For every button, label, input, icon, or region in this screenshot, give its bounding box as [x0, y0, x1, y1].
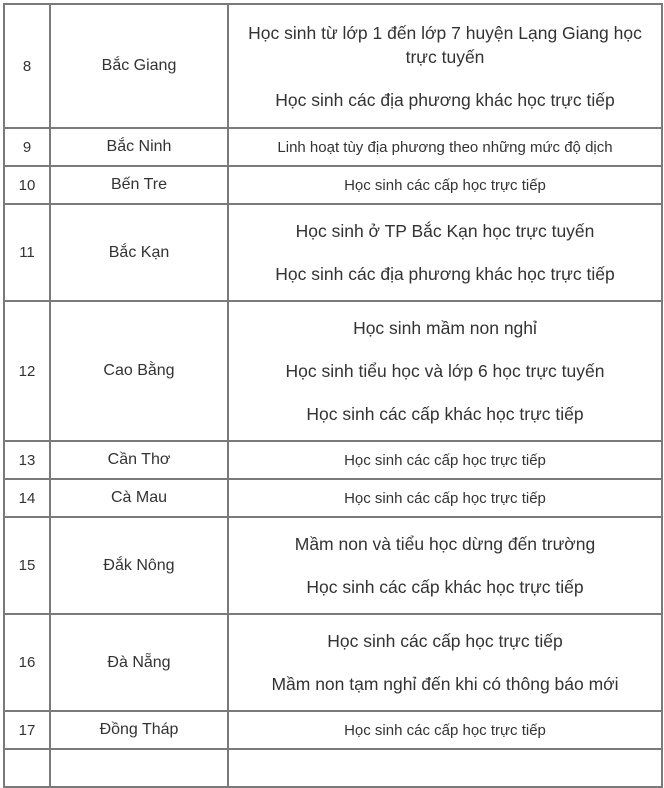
- province-name: Bắc Giang: [50, 4, 228, 128]
- schooling-arrangement: Học sinh các cấp học trực tiếp: [228, 166, 662, 204]
- province-name: Bến Tre: [50, 166, 228, 204]
- province-name: Bắc Ninh: [50, 128, 228, 166]
- table-row: [4, 441, 662, 479]
- schooling-arrangement: [228, 4, 662, 128]
- row-number: 12: [4, 301, 50, 441]
- table-row: [4, 479, 662, 517]
- province-name: Bắc Kạn: [50, 204, 228, 301]
- row-number: 16: [4, 614, 50, 711]
- arrangement-line: Mầm non tạm nghỉ đến khi có thông báo mới: [271, 674, 619, 694]
- row-number: 13: [4, 441, 50, 479]
- province-name: Cà Mau: [50, 479, 228, 517]
- arrangement-line: Học sinh mầm non nghỉ: [353, 318, 537, 338]
- table-row: [4, 301, 662, 441]
- table-row: [4, 614, 662, 711]
- schooling-arrangement: [228, 204, 662, 301]
- table-row: [4, 204, 662, 301]
- row-number: 8: [4, 4, 50, 128]
- row-number: 11: [4, 204, 50, 301]
- schooling-arrangement: Linh hoạt tùy địa phương theo những mức độ dịch: [228, 128, 662, 166]
- schooling-arrangement: Học sinh các cấp học trực tiếp: [228, 479, 662, 517]
- table-row: [4, 711, 662, 749]
- province-name: Đắk Nông: [50, 517, 228, 614]
- row-number: 9: [4, 128, 50, 166]
- table-row: [4, 166, 662, 204]
- arrangement-line: Học sinh các cấp khác học trực tiếp: [306, 577, 584, 597]
- province-name: Cao Bằng: [50, 301, 228, 441]
- province-name: Đồng Tháp: [50, 711, 228, 749]
- schooling-arrangement: [228, 614, 662, 711]
- arrangement-line: Học sinh các cấp khác học trực tiếp: [306, 404, 584, 424]
- row-number: 14: [4, 479, 50, 517]
- arrangement-line: Học sinh các cấp học trực tiếp: [327, 631, 563, 651]
- arrangement-line: Mầm non và tiểu học dừng đến trường: [294, 534, 596, 554]
- row-number: 17: [4, 711, 50, 749]
- table-row: [4, 4, 662, 128]
- table-row: [4, 517, 662, 614]
- arrangement-line: Học sinh ở TP Bắc Kạn học trực tuyến: [295, 221, 595, 241]
- province-schooling-table: [3, 3, 663, 788]
- arrangement-line: Học sinh các địa phương khác học trực tiếp: [275, 89, 615, 110]
- row-number: 15: [4, 517, 50, 614]
- arrangement-line: Học sinh tiểu học và lớp 6 học trực tuyến: [285, 361, 605, 381]
- row-number: 10: [4, 166, 50, 204]
- province-name: Đà Nẵng: [50, 614, 228, 711]
- schooling-arrangement: Học sinh các cấp học trực tiếp: [228, 441, 662, 479]
- arrangement-line: Học sinh các địa phương khác học trực tiếp: [275, 264, 615, 284]
- table-row: [4, 128, 662, 166]
- province-name: Cần Thơ: [50, 441, 228, 479]
- schooling-arrangement: [228, 301, 662, 441]
- schooling-arrangement: [228, 517, 662, 614]
- schooling-arrangement: Học sinh các cấp học trực tiếp: [228, 711, 662, 749]
- arrangement-line: Học sinh từ lớp 1 đến lớp 7 huyện Lạng Giang học trực tuyến: [248, 22, 642, 67]
